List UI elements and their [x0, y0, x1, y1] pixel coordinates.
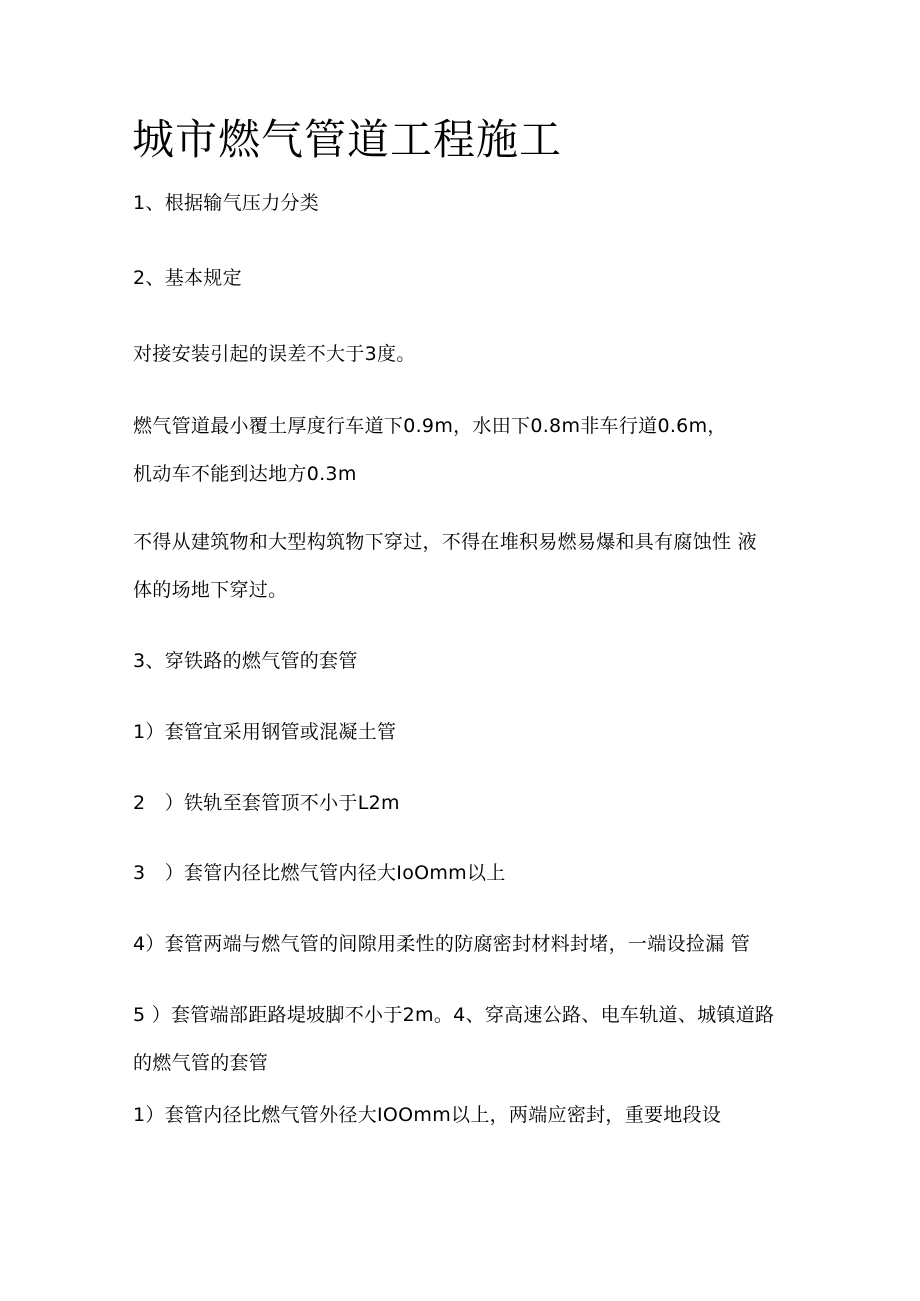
text-line: 1、根据输气压力分类: [133, 192, 320, 214]
text-line: 5 ）套管端部距路堤坡脚不小于2m。4、穿高速公路、电车轨道、城镇道路: [133, 1004, 775, 1026]
text-line: 的燃气管的套管: [133, 1052, 269, 1074]
text-line: 4）套管两端与燃气管的间隙用柔性的防腐密封材料封堵，一端设捡漏 管: [133, 933, 751, 955]
text-line: 1）套管宜采用钢管或混凝土管: [133, 721, 397, 743]
text-line: 2 ）铁轨至套管顶不小于L2m: [133, 792, 400, 814]
text-line: 2、基本规定: [133, 267, 242, 289]
text-line: 不得从建筑物和大型构筑物下穿过，不得在堆积易燃易爆和具有腐蚀性 液: [133, 531, 757, 553]
text-line: 3、穿铁路的燃气管的套管: [133, 650, 358, 672]
text-line: 机动车不能到达地方0.3m: [133, 463, 357, 485]
text-line: 燃气管道最小覆土厚度行车道下0.9m，水田下0.8m非车行道0.6m，: [133, 415, 727, 437]
text-line: 体的场地下穿过。: [133, 579, 288, 601]
text-line: 对接安装引起的误差不大于3度。: [133, 343, 416, 365]
document-title: 城市燃气管道工程施工: [132, 115, 563, 164]
text-line: 3 ）套管内径比燃气管内径大IoOmm以上: [133, 862, 506, 884]
text-line: 1）套管内径比燃气管外径大IOOmm以上，两端应密封，重要地段设: [133, 1104, 722, 1126]
